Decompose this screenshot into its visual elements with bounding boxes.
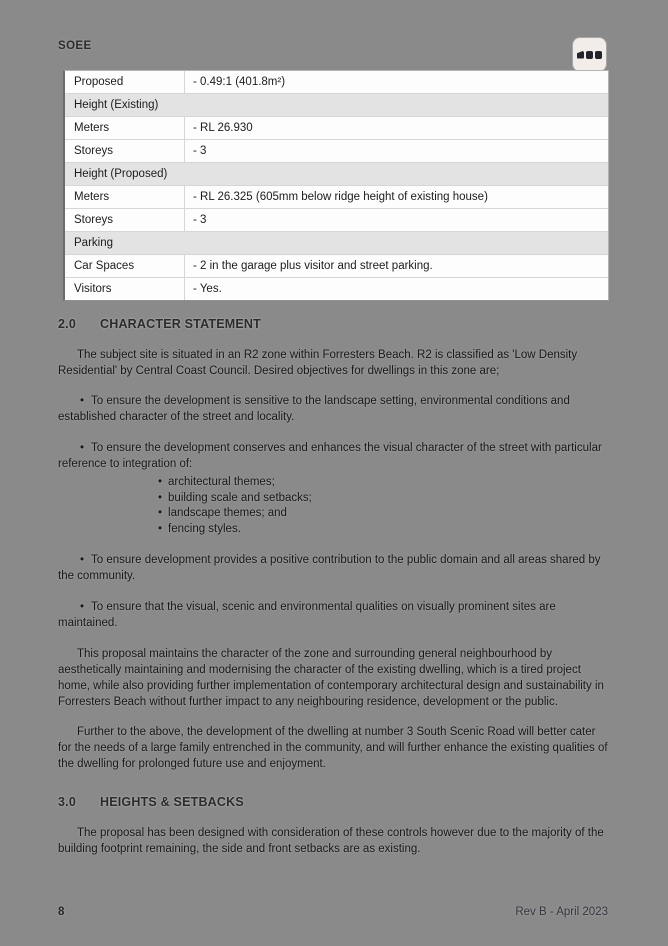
sub-bullet-item [58, 475, 610, 491]
row-value: - 3 [193, 145, 207, 157]
bullet-icon: • [80, 442, 85, 454]
bullet-icon: • [158, 522, 163, 535]
row-value: - 3 [193, 214, 207, 226]
paragraph: This proposal maintains the character of the zone and surrounding general neighbourhood by aesthetically maintaining and modernising the character of the existing dwelling, which is a tired project home, while also providing further implementation of contemporary architectural design and sustainability in Forresters Beach without further impact to any neighbouring residence, development or the public. [58, 648, 604, 708]
sub-bullet-item [58, 491, 610, 507]
sub-bullet-list [58, 475, 610, 537]
row-label: Car Spaces [65, 255, 185, 277]
logo-glyph-icon [586, 51, 593, 59]
revision-label: Rev B - April 2023 [515, 906, 608, 918]
bullet-icon: • [80, 395, 85, 407]
company-logo-icon [573, 38, 606, 71]
section-title: CHARACTER STATEMENT [100, 317, 261, 331]
bullet-icon: • [80, 601, 85, 613]
section-number: 3.0 [58, 795, 76, 809]
section-number: 2.0 [58, 317, 76, 331]
table-row [65, 71, 608, 94]
logo-glyph-icon [595, 51, 602, 59]
table-row [65, 186, 608, 209]
bullet-text: To ensure the development conserves and enhances the visual character of the street with particular reference to integration of: [58, 442, 602, 470]
row-label: Storeys [65, 209, 185, 231]
row-label: Visitors [65, 278, 185, 300]
table-row [65, 117, 608, 140]
row-label: Parking [74, 237, 113, 249]
bullet-icon: • [158, 491, 163, 504]
bullet-text: To ensure development provides a positive contribution to the public domain and all areas shared by the community. [58, 554, 601, 582]
paragraph: The subject site is situated in an R2 zone within Forresters Beach. R2 is classified as 'Low Density Residential' by Central Coast Council. Desired objectives for dwellings in this zone are; [58, 349, 578, 377]
row-value: - 2 in the garage plus visitor and street parking. [193, 260, 433, 272]
bullet-item [58, 552, 610, 584]
doc-label: SOEE [58, 40, 92, 52]
bullet-icon: • [158, 507, 163, 519]
section-heading-character [58, 316, 610, 332]
row-label: Meters [65, 117, 185, 139]
sub-bullet-text: building scale and setbacks; [168, 491, 312, 504]
row-label: Proposed [65, 71, 185, 93]
bullet-item [58, 440, 610, 472]
table-section-row [65, 94, 608, 117]
sub-bullet-text: fencing styles. [168, 522, 241, 535]
paragraph: Further to the above, the development of the dwelling at number 3 South Scenic Road will better cater for the needs of a large family entrenched in the community, and will further enhance the existing qualities of the dwelling for prolonged future use and enjoyment. [58, 726, 608, 770]
table-row [65, 255, 608, 278]
sub-bullet-item [58, 506, 610, 522]
table-row [65, 209, 608, 232]
row-label: Height (Existing) [74, 99, 159, 111]
row-value: - RL 26.325 (605mm below ridge height of existing house) [193, 191, 488, 203]
row-value: - RL 26.930 [193, 122, 253, 134]
table-section-row [65, 232, 608, 255]
paragraph: The proposal has been designed with consideration of these controls however due to the majority of the building footprint remaining, the side and front setbacks are as existing. [58, 827, 604, 855]
document-body [58, 316, 610, 871]
row-label: Storeys [65, 140, 185, 162]
page-number: 8 [58, 906, 65, 918]
bullet-item [58, 599, 610, 631]
bullet-item [58, 393, 610, 425]
table-section-row [65, 163, 608, 186]
row-label: Height (Proposed) [74, 168, 168, 180]
row-label: Meters [65, 186, 185, 208]
bullet-text: To ensure the development is sensitive to the landscape setting, environmental conditions and established character of the street and locality. [58, 395, 570, 423]
bullet-icon: • [80, 554, 85, 566]
bullet-text: To ensure that the visual, scenic and environmental qualities on visually prominent sites are maintained. [58, 601, 556, 629]
logo-glyph-icon [577, 51, 584, 59]
section-heading-heights [58, 794, 610, 810]
row-value: - 0.49:1 (401.8m²) [193, 76, 286, 88]
table-row [65, 278, 608, 300]
section-title: HEIGHTS & SETBACKS [100, 795, 244, 809]
summary-table [63, 70, 609, 301]
sub-bullet-item [58, 522, 610, 538]
sub-bullet-text: architectural themes; [168, 476, 275, 488]
table-row [65, 140, 608, 163]
sub-bullet-text: landscape themes; and [168, 507, 287, 519]
bullet-icon: • [158, 476, 163, 488]
row-value: - Yes. [193, 283, 222, 295]
